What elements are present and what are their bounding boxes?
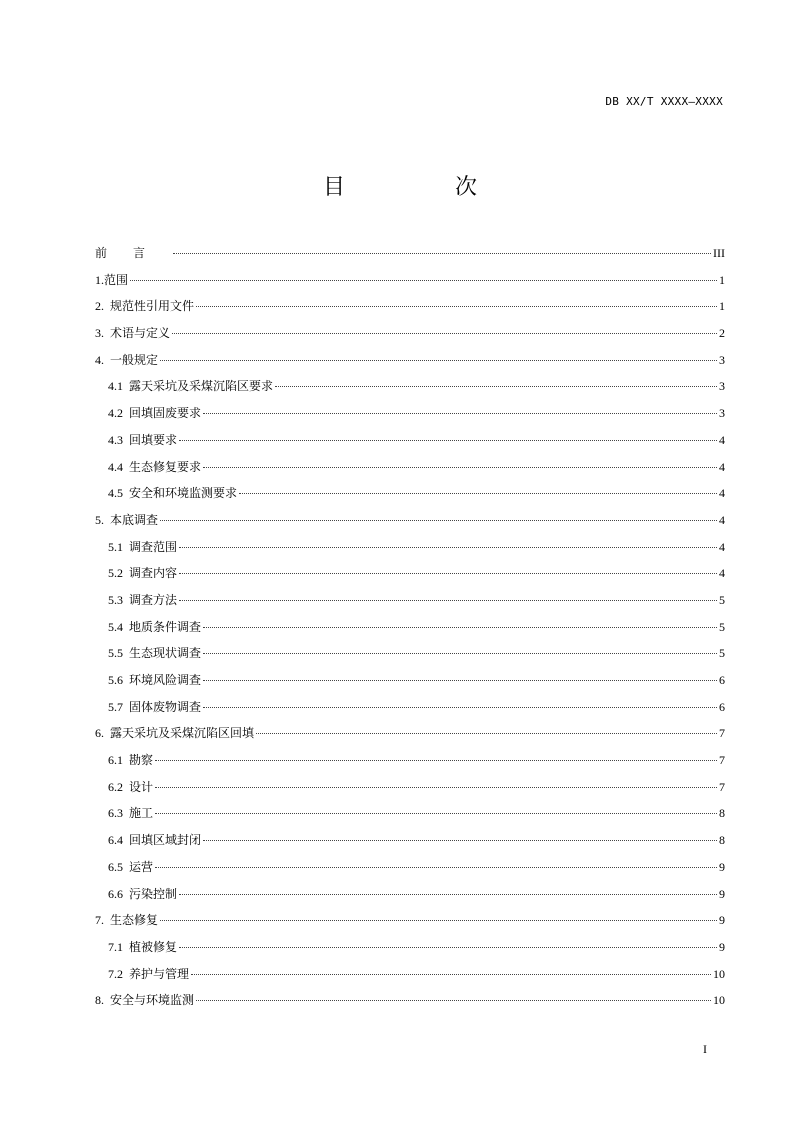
toc-entry[interactable] [95, 961, 725, 988]
toc-entry-page: 1 [719, 272, 725, 287]
toc-entry-page: 3 [719, 352, 725, 367]
toc-entry-title: 固体废物调查 [129, 699, 202, 714]
toc-entry-title: 本底调查 [110, 512, 159, 527]
toc-entry-number: 5. [95, 512, 110, 527]
toc-entry[interactable] [95, 774, 725, 801]
toc-dot-leader [239, 493, 717, 494]
toc-dot-leader [160, 360, 717, 361]
toc-entry-title: 范围 [104, 272, 129, 287]
toc-entry-title: 调查方法 [129, 592, 178, 607]
toc-entry[interactable] [95, 293, 725, 320]
toc-entry-title: 回填要求 [129, 432, 178, 447]
toc-entry-page: 4 [719, 566, 725, 581]
toc-entry-number: 5.7 [108, 699, 129, 714]
toc-entry[interactable] [95, 907, 725, 934]
toc-entry[interactable] [95, 747, 725, 774]
toc-dot-leader [203, 707, 717, 708]
toc-entry[interactable] [95, 373, 725, 400]
toc-entry-title: 环境风险调查 [129, 673, 202, 687]
toc-entry-title: 露天采坑及采煤沉陷区要求 [129, 379, 274, 394]
toc-entry-number: 4. [95, 352, 110, 367]
toc-entry-title: 调查内容 [129, 566, 178, 581]
toc-entry-number: 4.3 [108, 432, 129, 447]
toc-entry-page: 4 [719, 432, 725, 447]
toc-dot-leader [203, 653, 717, 654]
toc-dot-leader [155, 867, 717, 868]
toc-entry[interactable] [95, 934, 725, 961]
toc-entry[interactable] [95, 240, 725, 267]
toc-entry-number: 5.5 [108, 646, 129, 661]
toc-entry-page: 9 [719, 939, 725, 954]
toc-entry[interactable] [95, 320, 725, 347]
toc-entry-page: 5 [719, 646, 725, 661]
toc-entry-page: 8 [719, 833, 725, 848]
toc-entry-number: 7.2 [108, 966, 129, 981]
toc-entry-number: 2. [95, 299, 110, 314]
toc-entry-number: 3. [95, 326, 110, 341]
toc-dot-leader [203, 627, 717, 628]
toc-entry-page: 4 [719, 539, 725, 554]
toc-entry[interactable] [95, 667, 725, 694]
document-code: DB XX/T XXXX—XXXX [605, 95, 723, 108]
toc-entry-title: 污染控制 [129, 886, 178, 901]
toc-entry-title: 一般规定 [110, 352, 159, 367]
toc-entry-number: 6.1 [108, 753, 129, 768]
toc-entry[interactable] [95, 454, 725, 481]
toc-entry-title: 地质条件调查 [129, 619, 202, 634]
toc-entry-title: 回填区域封闭 [129, 833, 202, 848]
toc-entry-title: 回填固废要求 [129, 406, 202, 421]
toc-entry-title: 生态现状调查 [129, 646, 202, 661]
toc-entry-page: 9 [719, 886, 725, 901]
toc-entry-title: 设计 [129, 779, 154, 794]
toc-dot-leader [191, 974, 711, 975]
toc-dot-leader [179, 600, 717, 601]
toc-entry-title: 安全和环境监测要求 [129, 486, 238, 501]
toc-entry-page: 8 [719, 806, 725, 821]
toc-entry-title: 勘察 [129, 753, 154, 768]
toc-entry-number: 4.5 [108, 486, 129, 501]
toc-entry[interactable] [95, 987, 725, 1014]
toc-entry[interactable] [95, 560, 725, 587]
toc-entry-page: 5 [719, 592, 725, 607]
toc-entry[interactable] [95, 827, 725, 854]
toc-dot-leader [155, 787, 717, 788]
toc-dot-leader [160, 920, 717, 921]
toc-dot-leader [172, 333, 717, 334]
toc-entry-page: 7 [719, 726, 725, 741]
toc-entry-title: 养护与管理 [129, 966, 190, 981]
toc-entry-title: 生态修复 [110, 913, 159, 928]
toc-entry-page: 10 [713, 966, 725, 981]
toc-entry-number: 5.6 [108, 673, 129, 687]
toc-entry[interactable] [95, 800, 725, 827]
toc-dot-leader [256, 733, 717, 734]
toc-entry[interactable] [95, 507, 725, 534]
toc-entry-page: 3 [719, 379, 725, 394]
toc-entry-page: 6 [719, 699, 725, 714]
table-of-contents [95, 240, 725, 1014]
toc-entry[interactable] [95, 267, 725, 294]
toc-entry-title: 运营 [129, 859, 154, 874]
toc-entry[interactable] [95, 881, 725, 908]
toc-entry-title: 露天采坑及采煤沉陷区回填 [110, 726, 255, 741]
toc-entry-number: 6.3 [108, 806, 129, 821]
toc-dot-leader [196, 1000, 711, 1001]
toc-entry[interactable] [95, 427, 725, 454]
toc-entry-title: 生态修复要求 [129, 459, 202, 474]
toc-entry-number: 8. [95, 993, 110, 1008]
toc-entry-number: 4.2 [108, 406, 129, 421]
toc-entry[interactable] [95, 694, 725, 721]
toc-entry-page: 9 [719, 859, 725, 874]
toc-entry-page: 4 [719, 459, 725, 474]
toc-dot-leader [155, 813, 717, 814]
toc-entry-number: 5.1 [108, 539, 129, 554]
toc-entry-page: 10 [713, 993, 725, 1008]
toc-entry-number: 1. [95, 272, 104, 287]
toc-dot-leader [203, 413, 717, 414]
toc-entry-page: III [713, 246, 725, 260]
toc-entry-page: 7 [719, 753, 725, 768]
toc-entry-number: 6.5 [108, 859, 129, 874]
toc-dot-leader [203, 840, 717, 841]
toc-entry-title: 术语与定义 [110, 326, 171, 341]
toc-dot-leader [179, 894, 717, 895]
toc-entry-number: 7.1 [108, 939, 129, 954]
toc-entry-page: 1 [719, 299, 725, 314]
toc-dot-leader [179, 440, 717, 441]
toc-entry-number: 6. [95, 726, 110, 741]
toc-entry-number: 5.2 [108, 566, 129, 581]
page-number: I [703, 1042, 707, 1056]
toc-entry-number: 5.4 [108, 619, 129, 634]
toc-dot-leader [196, 306, 717, 307]
toc-dot-leader [160, 520, 717, 521]
toc-entry-page: 6 [719, 673, 725, 687]
toc-entry-page: 9 [719, 913, 725, 928]
toc-dot-leader [275, 386, 717, 387]
toc-entry[interactable] [95, 347, 725, 374]
toc-entry-page: 5 [719, 619, 725, 634]
toc-dot-leader [179, 573, 717, 574]
toc-entry[interactable] [95, 854, 725, 881]
toc-entry-page: 4 [719, 512, 725, 527]
toc-entry-title: 安全与环境监测 [110, 993, 195, 1008]
toc-dot-leader [203, 467, 717, 468]
toc-entry[interactable] [95, 720, 725, 747]
toc-dot-leader [179, 947, 717, 948]
toc-entry-page: 7 [719, 779, 725, 794]
toc-dot-leader [130, 280, 717, 281]
toc-entry[interactable] [95, 480, 725, 507]
toc-entry-number: 4.4 [108, 459, 129, 474]
toc-dot-leader [203, 680, 717, 681]
toc-entry-page: 2 [719, 326, 725, 341]
toc-entry-number: 5.3 [108, 592, 129, 607]
toc-entry[interactable] [95, 534, 725, 561]
toc-entry-page: 4 [719, 486, 725, 501]
toc-entry[interactable] [95, 587, 725, 614]
toc-entry-title: 调查范围 [129, 539, 178, 554]
toc-entry[interactable] [95, 640, 725, 667]
toc-dot-leader [179, 547, 717, 548]
toc-entry-number: 4.1 [108, 379, 129, 394]
toc-entry-title: 施工 [129, 806, 154, 821]
toc-title: 目 次 [322, 175, 521, 200]
toc-entry-number: 6.6 [108, 886, 129, 901]
toc-entry-page: 3 [719, 406, 725, 421]
toc-entry[interactable] [95, 614, 725, 641]
toc-entry-title: 规范性引用文件 [110, 299, 195, 314]
toc-entry-number: 6.2 [108, 779, 129, 794]
toc-entry-title: 前言 [95, 246, 172, 260]
toc-dot-leader [173, 253, 711, 254]
toc-entry[interactable] [95, 400, 725, 427]
toc-dot-leader [155, 760, 717, 761]
toc-entry-number: 7. [95, 913, 110, 928]
toc-entry-title: 植被修复 [129, 939, 178, 954]
toc-entry-number: 6.4 [108, 833, 129, 848]
